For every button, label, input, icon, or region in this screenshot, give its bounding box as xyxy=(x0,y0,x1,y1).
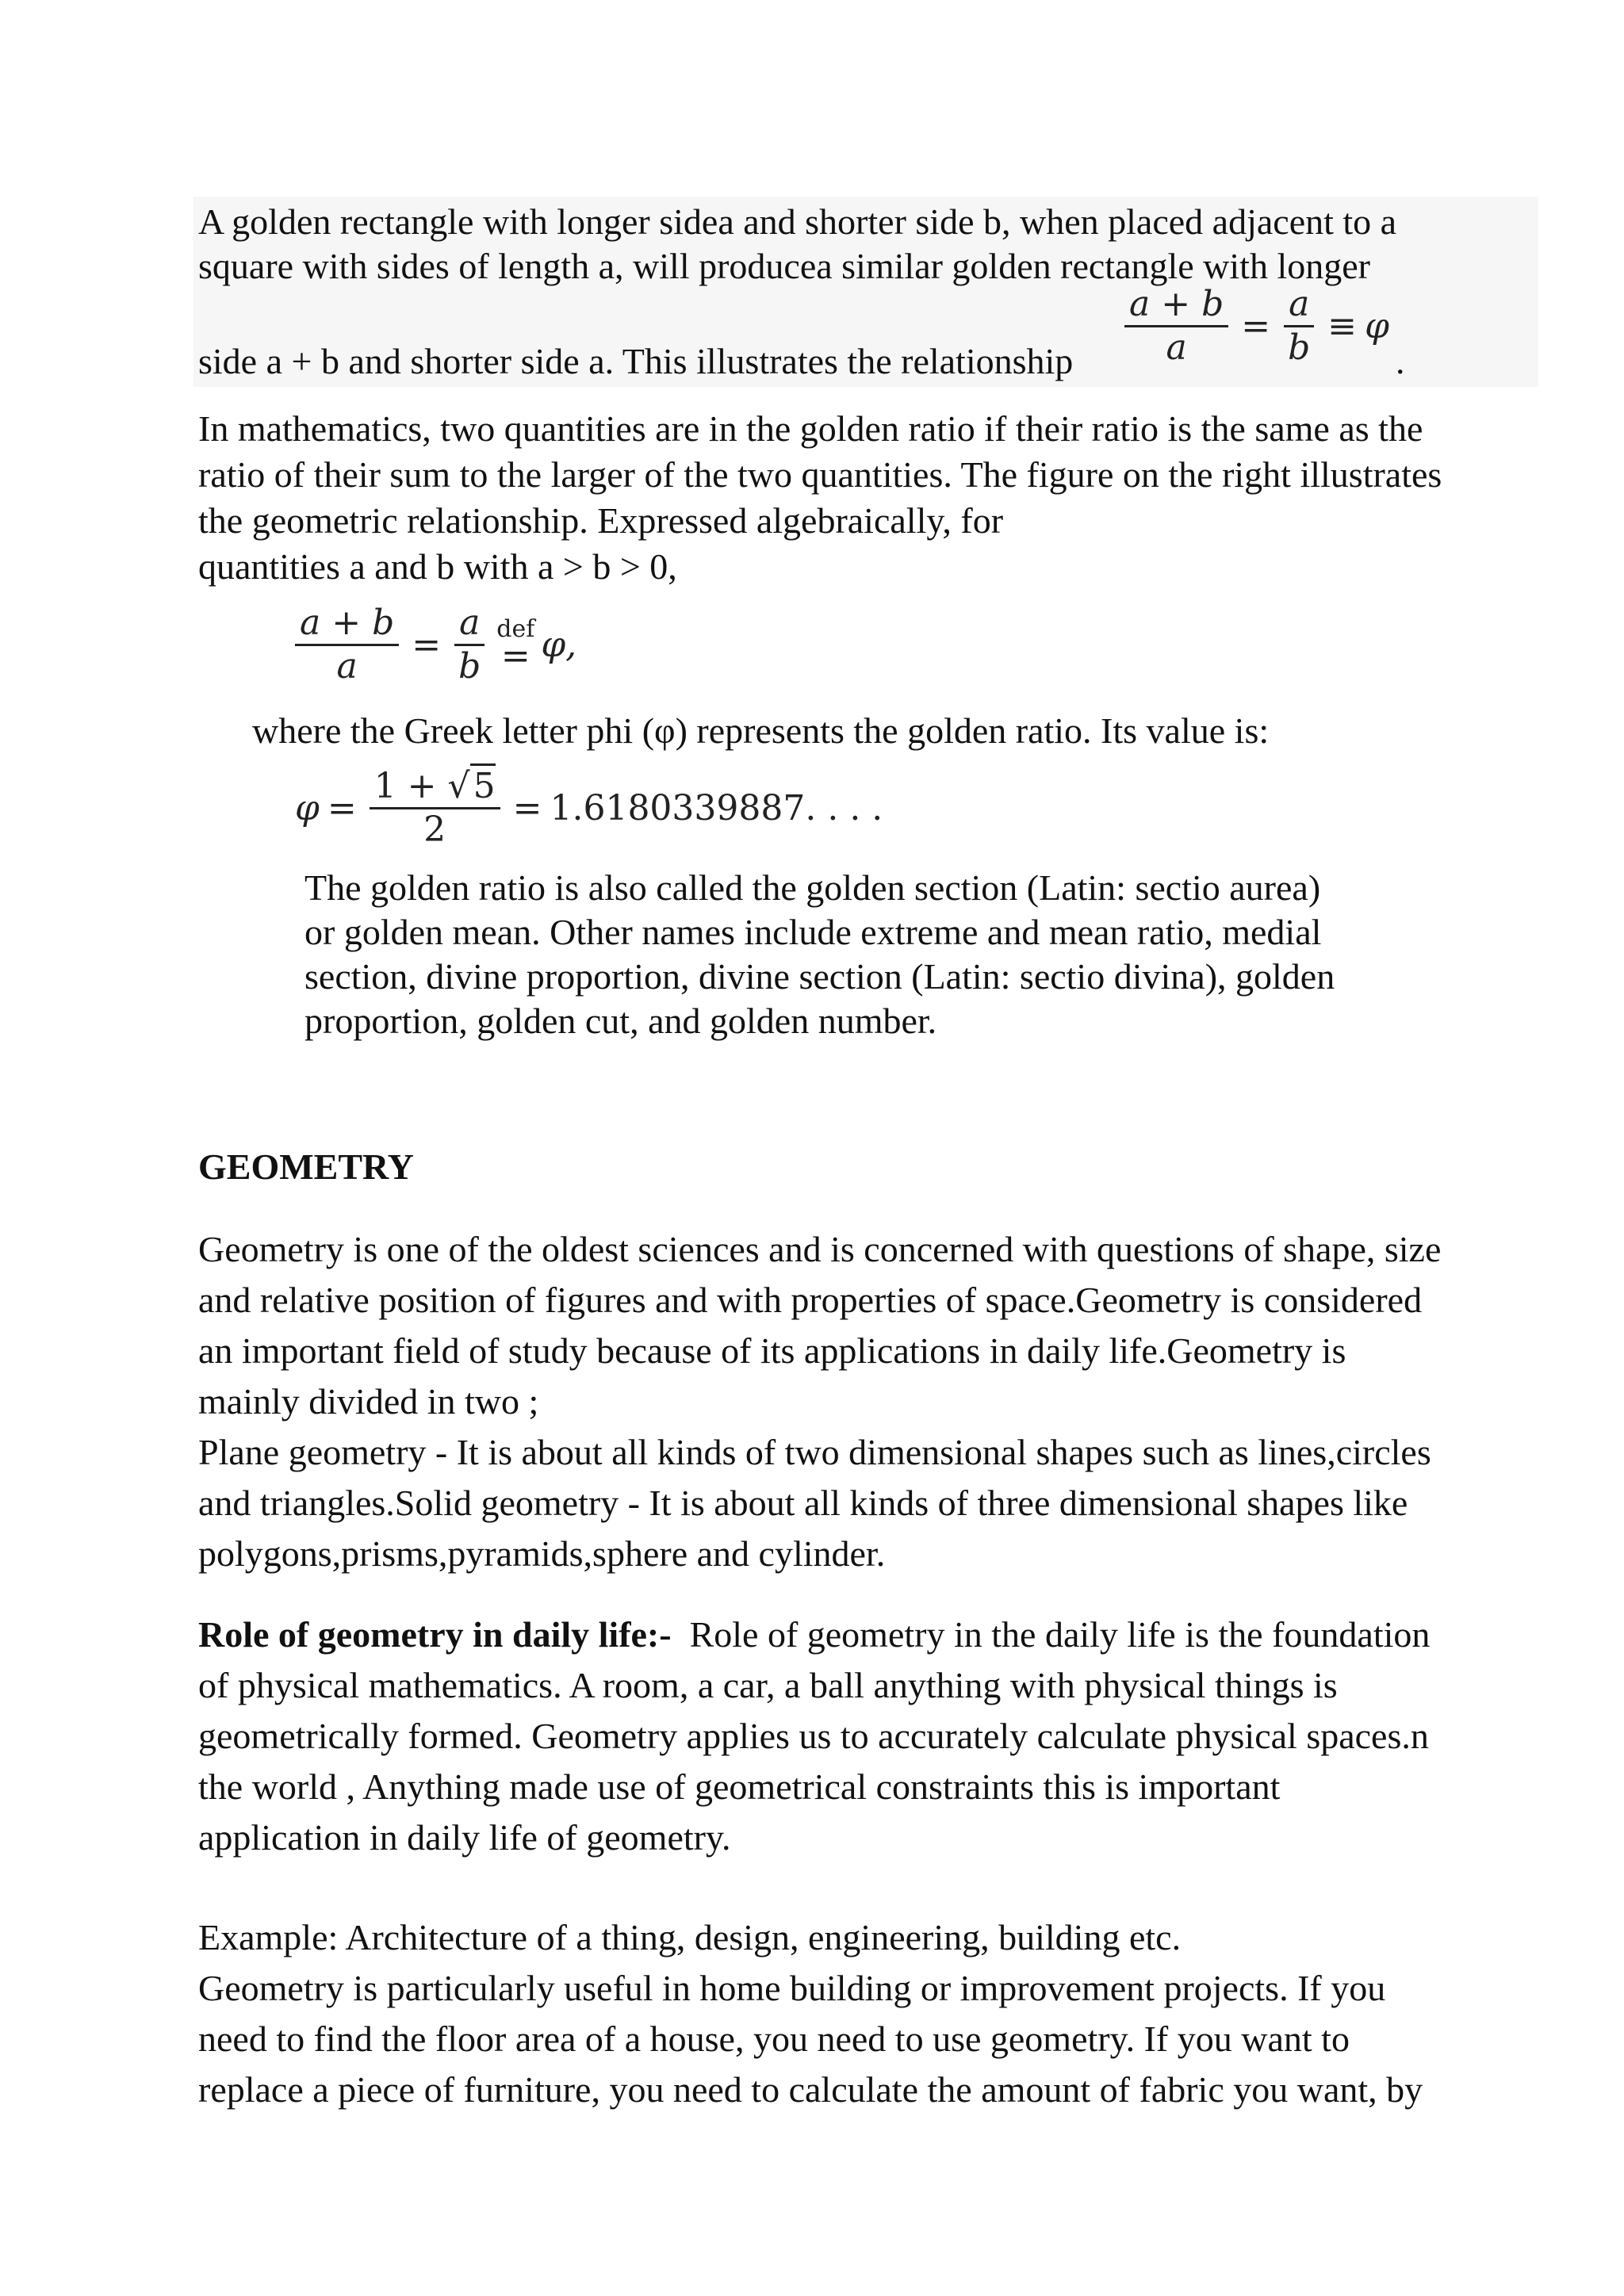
fraction-one-plus-root-five-over-two xyxy=(370,766,500,851)
paragraph-line: Geometry is one of the oldest sciences and is concerned with questions of shape, size xyxy=(198,1229,1442,1269)
paragraph-line: the geometric relationship. Expressed algebraically, for xyxy=(198,500,1004,541)
paragraph-line: ratio of their sum to the larger of the two quantities. The figure on the right illustrates xyxy=(198,454,1442,495)
def-label: def xyxy=(496,614,535,643)
paragraph-line: of physical mathematics. A room, a car, a ball anything with physical things is xyxy=(198,1665,1338,1705)
paragraph-line: proportion, golden cut, and golden number. xyxy=(304,1001,937,1041)
section-heading-geometry xyxy=(198,1142,1515,1192)
paragraph-phi-intro xyxy=(252,706,1568,756)
paragraph-line: replace a piece of furniture, you need to calculate the amount of fabric you want, by xyxy=(198,2069,1423,2110)
phi-symbol: φ xyxy=(1365,305,1389,346)
intro-line-3-text: side a + b and shorter side a. This illustrates the relationship xyxy=(198,341,1074,381)
sqrt-argument: 5 xyxy=(470,763,496,806)
numerator: a xyxy=(1284,284,1314,327)
paragraph-golden-ratio-names xyxy=(304,866,1621,1043)
paragraph-line: mainly divided in two ; xyxy=(198,1381,539,1422)
denominator: a xyxy=(336,646,358,687)
paragraph-line: The golden ratio is also called the golden section (Latin: sectio aurea) xyxy=(304,867,1321,908)
paragraph-line: the world , Anything made use of geometrical constraints this is important xyxy=(198,1766,1281,1807)
numerator xyxy=(370,766,500,809)
paragraph-line: geometrically formed. Geometry applies us to accurately calculate physical spaces.n xyxy=(198,1716,1429,1756)
phi-value-equation xyxy=(295,766,883,851)
phi-symbol: φ xyxy=(295,788,320,828)
fraction-a-over-b xyxy=(1283,284,1315,369)
paragraph-line: application in daily life of geometry. xyxy=(198,1817,731,1858)
intro-box xyxy=(193,197,1538,387)
paragraph-line xyxy=(198,1609,1515,1660)
equiv-sign: ≡ xyxy=(1327,305,1358,346)
numerator: a + b xyxy=(1124,284,1228,327)
intro-line-2: square with sides of length a, will producea similar golden rectangle with longer xyxy=(198,246,1370,286)
fraction-a-plus-b-over-a xyxy=(1124,284,1228,369)
paragraph-golden-ratio-definition xyxy=(198,406,1515,590)
paragraph-line: need to find the floor area of a house, you need to use geometry. If you want to xyxy=(198,2019,1350,2059)
paragraph-line: and triangles.Solid geometry - It is about all kinds of three dimensional shapes like xyxy=(198,1483,1408,1523)
paragraph-line: and relative position of figures and with properties of space.Geometry is considered xyxy=(198,1280,1423,1320)
denominator: a xyxy=(1166,327,1187,368)
intro-line-3-period: . xyxy=(1396,341,1405,381)
paragraph-line: Example: Architecture of a thing, design, engineering, building etc. xyxy=(198,1917,1182,1957)
fraction-a-plus-b-over-a xyxy=(295,603,399,687)
role-first-line-rest: Role of geometry in the daily life is the foundation xyxy=(671,1614,1431,1655)
paragraph-line: quantities a and b with a > b > 0, xyxy=(198,546,677,587)
phi-symbol: φ, xyxy=(541,625,577,665)
phi-decimal-value: 1.6180339887. . . . xyxy=(550,788,883,828)
numerator-one-plus: 1 + xyxy=(373,766,437,806)
numerator: a + b xyxy=(295,603,399,646)
denominator: b xyxy=(1288,327,1311,368)
intro-line-3 xyxy=(198,336,1073,387)
paragraph-line: Plane geometry - It is about all kinds of two dimensional shapes such as lines,circles xyxy=(198,1432,1431,1472)
numerator: a xyxy=(454,603,485,646)
equals-sign: = xyxy=(512,788,542,828)
equals-sign: = xyxy=(412,625,442,665)
paragraph-line: section, divine proportion, divine section (Latin: sectio divina), golden xyxy=(304,956,1335,997)
intro-line-1: A golden rectangle with longer sidea and shorter side b, when placed adjacent to a xyxy=(198,201,1397,242)
paragraph-role-of-geometry xyxy=(198,1609,1515,1863)
paragraph-line: polygons,prisms,pyramids,sphere and cylinder. xyxy=(198,1533,886,1574)
sqrt-sign: √ xyxy=(447,766,470,806)
denominator: 2 xyxy=(423,809,446,850)
fraction-a-over-b xyxy=(454,603,485,687)
paragraph-line: where the Greek letter phi (φ) represents the golden ratio. Its value is: xyxy=(252,710,1270,751)
paragraph-line: Geometry is particularly useful in home building or improvement projects. If you xyxy=(198,1968,1386,2008)
equals-sign: = xyxy=(1241,305,1271,346)
paragraph-geometry-intro xyxy=(198,1224,1515,1579)
paragraph-line: or golden mean. Other names include extreme and mean ratio, medial xyxy=(304,912,1322,952)
def-equals: = xyxy=(500,635,530,676)
paragraph-geometry-examples xyxy=(198,1912,1515,2115)
equals-sign: = xyxy=(327,788,357,828)
paragraph-line: an important field of study because of its applications in daily life.Geometry is xyxy=(198,1330,1346,1371)
golden-relationship-equation xyxy=(1120,284,1389,369)
golden-ratio-definition-equation xyxy=(290,603,576,687)
role-heading: Role of geometry in daily life:- xyxy=(198,1614,672,1655)
denominator: b xyxy=(458,646,481,687)
def-equals-sign xyxy=(496,614,535,676)
paragraph-line: In mathematics, two quantities are in the golden ratio if their ratio is the same as the xyxy=(198,408,1423,449)
heading-text: GEOMETRY xyxy=(198,1146,414,1187)
